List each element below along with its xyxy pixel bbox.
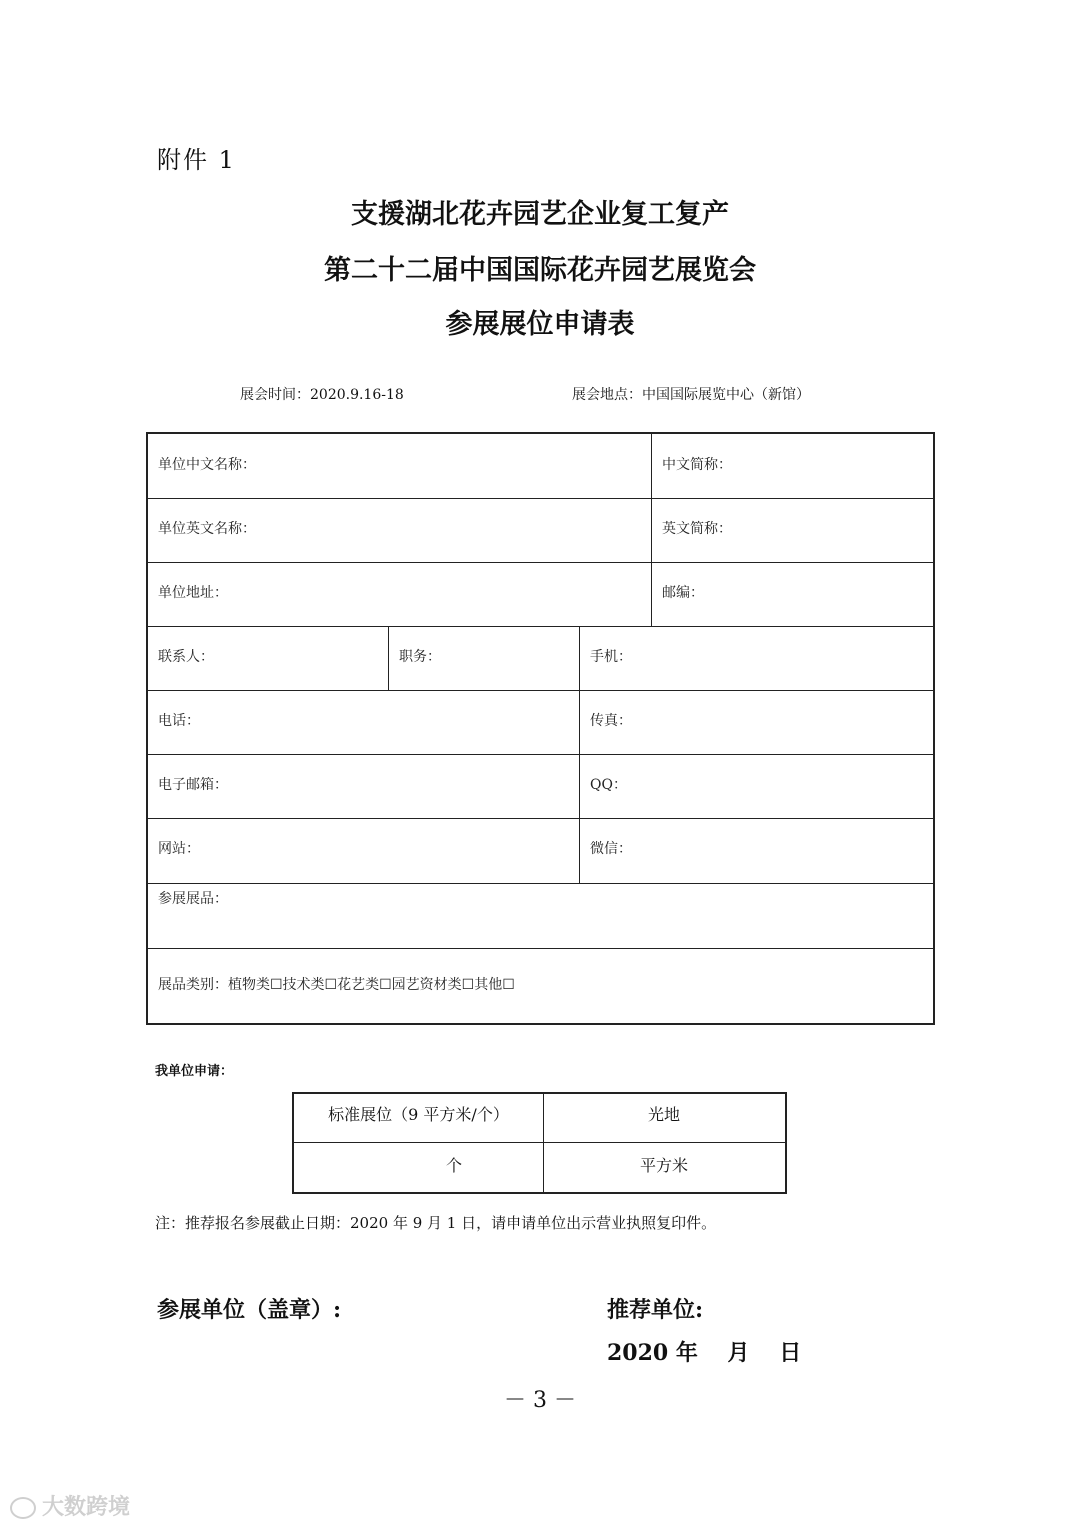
en-short-field[interactable]: 英文简称：	[662, 521, 732, 537]
watermark-text: 大数跨境	[42, 1495, 131, 1520]
email-field[interactable]: 电子邮箱：	[158, 777, 228, 793]
row-divider	[294, 1142, 785, 1143]
exhibitor-seal-label: 参展单位（盖章）:	[157, 1297, 342, 1323]
phone-field[interactable]: 电话：	[158, 713, 200, 729]
exhibits-field[interactable]: 参展展品：	[158, 891, 228, 907]
row-divider	[148, 626, 933, 627]
application-label: 我单位申请：	[155, 1064, 234, 1079]
deadline-note: 注：推荐报名参展截止日期：2020 年 9 月 1 日，请申请单位出示营业执照复印件。	[155, 1214, 717, 1232]
booth-table	[292, 1092, 787, 1194]
exhibition-venue: 展会地点：中国国际展览中心（新馆）	[572, 387, 810, 403]
column-divider	[651, 434, 652, 626]
page-number: － 3 －	[504, 1388, 576, 1413]
row-divider	[148, 562, 933, 563]
cn-short-field[interactable]: 中文简称：	[662, 457, 732, 473]
raw-space-input[interactable]: 平方米	[639, 1156, 688, 1175]
cn-name-field[interactable]: 单位中文名称：	[158, 457, 256, 473]
title-line-3: 参展展位申请表	[445, 309, 635, 340]
title-line-1: 支援湖北花卉园艺企业复工复产	[351, 199, 729, 230]
column-divider	[579, 626, 580, 883]
title-line-2: 第二十二届中国国际花卉园艺展览会	[324, 255, 756, 286]
en-name-field[interactable]: 单位英文名称：	[158, 521, 256, 537]
category-checkboxes[interactable]: 展品类别：植物类☐技术类☐花艺类☐园艺资材类☐其他☐	[158, 977, 515, 993]
mobile-field[interactable]: 手机：	[590, 649, 632, 665]
row-divider	[148, 498, 933, 499]
row-divider	[148, 818, 933, 819]
wechat-field[interactable]: 微信：	[590, 841, 632, 857]
raw-space-header: 光地	[647, 1105, 680, 1124]
column-divider	[388, 626, 389, 690]
position-field[interactable]: 职务：	[399, 649, 441, 665]
row-divider	[148, 948, 933, 949]
date-line: 2020 年 月 日	[607, 1340, 802, 1366]
attachment-label: 附件 1	[157, 146, 236, 174]
watermark	[10, 1490, 130, 1521]
contact-field[interactable]: 联系人：	[158, 649, 214, 665]
fax-field[interactable]: 传真：	[590, 713, 632, 729]
standard-booth-header: 标准展位（9 平方米/个）	[328, 1105, 509, 1124]
exhibition-time: 展会时间：2020.9.16-18	[240, 387, 404, 403]
standard-booth-input[interactable]: 个	[445, 1156, 462, 1175]
watermark-logo-icon	[10, 1497, 36, 1519]
application-form	[146, 432, 935, 1025]
website-field[interactable]: 网站：	[158, 841, 200, 857]
address-field[interactable]: 单位地址：	[158, 585, 228, 601]
qq-field[interactable]: QQ：	[590, 777, 627, 793]
row-divider	[148, 754, 933, 755]
recommender-label: 推荐单位:	[607, 1297, 704, 1323]
postcode-field[interactable]: 邮编：	[662, 585, 704, 601]
row-divider	[148, 690, 933, 691]
row-divider	[148, 883, 933, 884]
